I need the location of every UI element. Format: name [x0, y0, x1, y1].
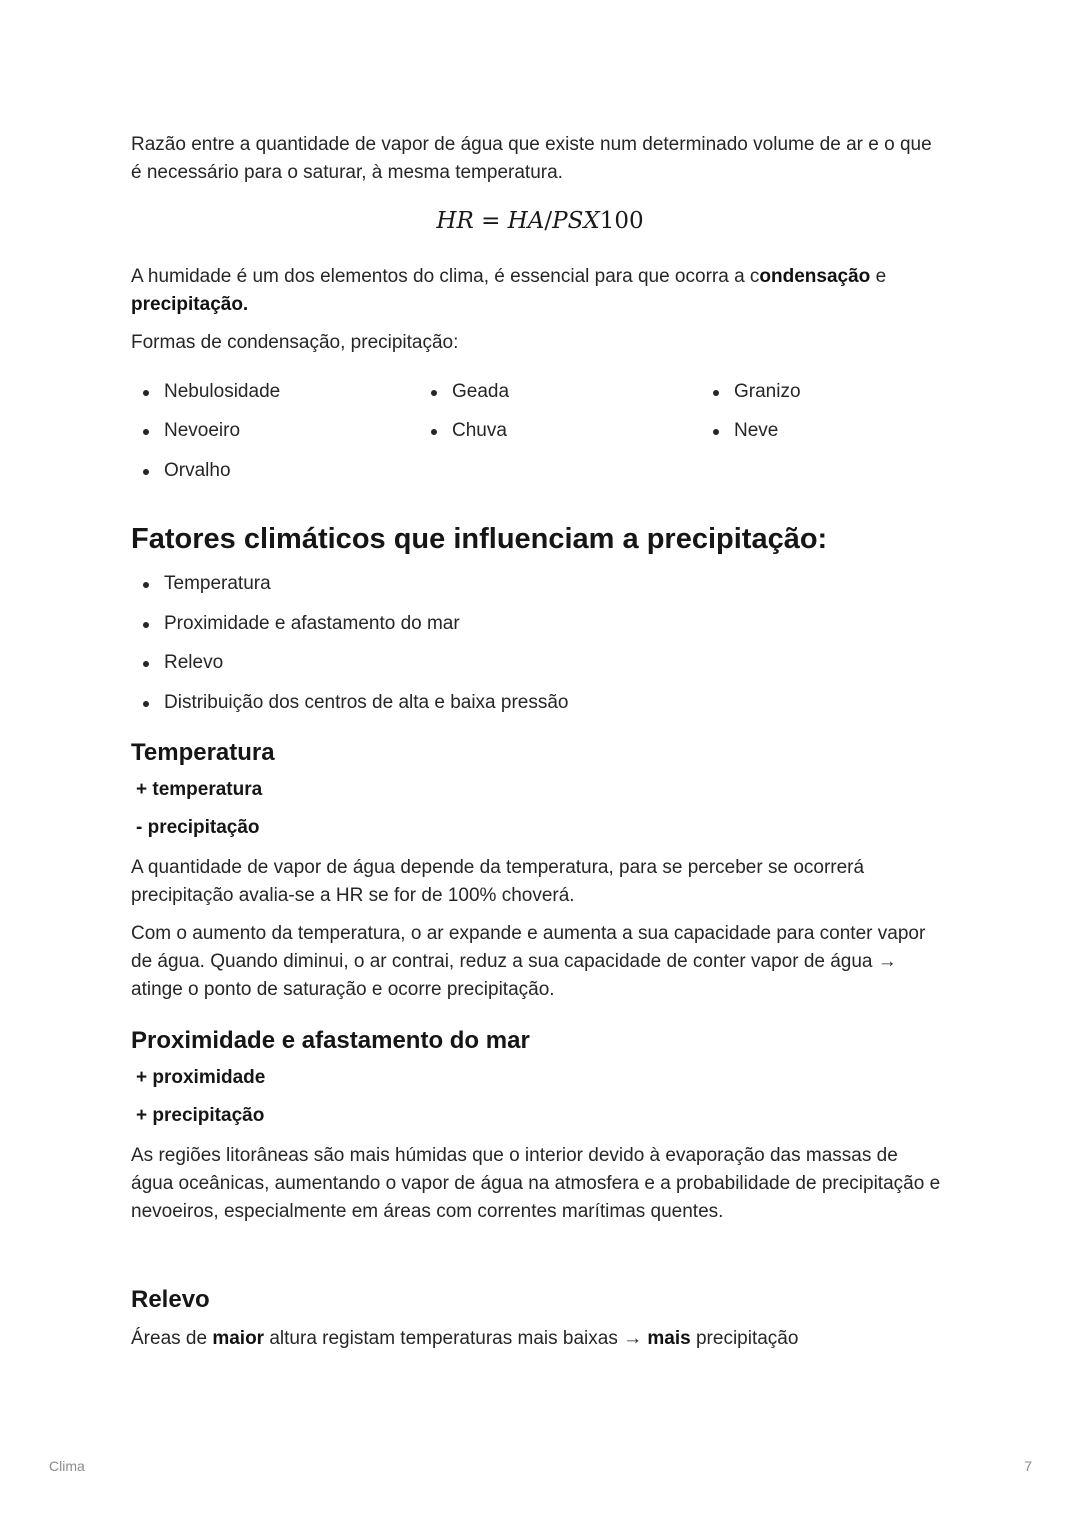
list-item: Nevoeiro — [164, 417, 240, 445]
relief-bold-mais: mais — [647, 1328, 691, 1349]
list-item: Temperatura — [164, 570, 271, 598]
relief-text-mid: altura registam temperaturas mais baixas → — [264, 1328, 648, 1349]
humidity-text-mid: e — [870, 266, 887, 287]
humidity-paragraph — [131, 263, 941, 319]
list-item: Distribuição dos centros de alta e baixa pressão — [164, 689, 569, 717]
sea-paragraph: As regiões litorâneas são mais húmidas que o interior devido à evaporação das massas de água oceânicas, aumentando o vapor de água na atmosfera e a probabilidade de precipitação e nevoeiros, especialmente em áreas com correntes marítimas quentes. — [131, 1145, 941, 1222]
formula-equals: = — [473, 208, 508, 234]
temperature-paragraph-2: Com o aumento da temperatura, o ar expande e aumenta a sua capacidade para conter vapor de água. Quando diminui, o ar contrai, reduz a sua capacidade de conter vapor de água → atinge o ponto de saturação e ocorre precipitação. — [131, 923, 926, 1000]
temperature-line-1: + temperatura — [136, 779, 263, 800]
formula-lhs: HR — [436, 208, 474, 234]
forms-label: Formas de condensação, precipitação: — [131, 332, 459, 353]
list-item: Geada — [452, 378, 509, 406]
humidity-bold-condensation: ondensação — [759, 266, 871, 287]
humidity-formula — [0, 208, 1080, 234]
temperature-line-2: - precipitação — [136, 817, 260, 838]
list-item: Neve — [734, 417, 778, 445]
relief-paragraph — [131, 1325, 941, 1353]
formula-rhs-b: PSX — [552, 208, 600, 234]
relief-bold-maior: maior — [212, 1328, 265, 1349]
relief-text: Áreas de — [131, 1328, 213, 1349]
list-item: Granizo — [734, 378, 801, 406]
humidity-bold-precipitation: precipitação. — [131, 294, 249, 315]
relief-heading: Relevo — [131, 1286, 210, 1313]
list-item: Orvalho — [164, 457, 231, 485]
formula-number: 100 — [599, 208, 644, 234]
list-item: Chuva — [452, 417, 507, 445]
list-item: Proximidade e afastamento do mar — [164, 610, 460, 638]
sea-line-1: + proximidade — [136, 1067, 266, 1088]
footer-page-number: 7 — [1024, 1458, 1032, 1474]
list-item: Relevo — [164, 649, 223, 677]
list-item: Nebulosidade — [164, 378, 280, 406]
sea-line-2: + precipitação — [136, 1105, 265, 1126]
humidity-text: A humidade é um dos elementos do clima, é essencial para que ocorra a c — [131, 266, 760, 287]
relief-text-end: precipitação — [690, 1328, 799, 1349]
intro-paragraph: Razão entre a quantidade de vapor de água que existe num determinado volume de ar e o que é necessário para o saturar, à mesma temperatura. — [131, 134, 932, 183]
sea-heading: Proximidade e afastamento do mar — [131, 1027, 530, 1054]
footer-section-title: Clima — [49, 1458, 85, 1474]
temperature-paragraph-1: A quantidade de vapor de água depende da temperatura, para se perceber se ocorrerá precipitação avalia-se a HR se for de 100% choverá. — [131, 857, 865, 906]
factors-heading: Fatores climáticos que influenciam a precipitação: — [131, 523, 828, 555]
formula-rhs-a: HA — [507, 208, 545, 234]
temperature-heading: Temperatura — [131, 739, 275, 766]
formula-slash: / — [544, 208, 553, 234]
